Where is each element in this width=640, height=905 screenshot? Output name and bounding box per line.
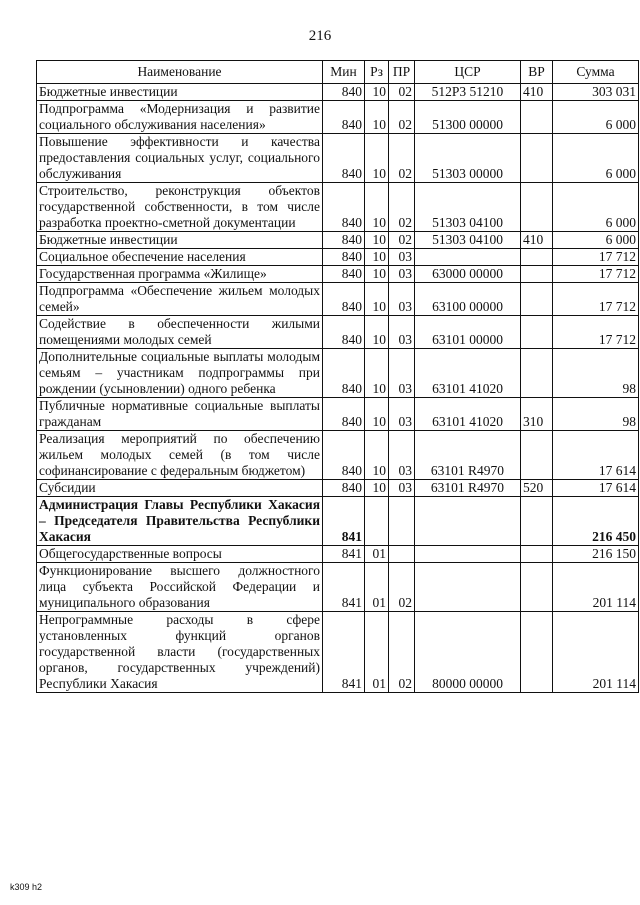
- cell-pr: 03: [389, 480, 415, 497]
- header-sum: Сумма: [553, 61, 639, 84]
- table-body: [37, 84, 639, 693]
- table-row: [37, 101, 639, 134]
- table-row: [37, 497, 639, 546]
- cell-pr: 02: [389, 84, 415, 101]
- cell-rz: 10: [365, 183, 389, 232]
- cell-sum: 98: [553, 398, 639, 431]
- cell-name: Строительство, реконструкция объектов государственной собственности, в том числе разработка проектно-сметной документации: [37, 183, 323, 232]
- cell-pr: 02: [389, 612, 415, 693]
- cell-min: 840: [323, 101, 365, 134]
- cell-rz: 10: [365, 283, 389, 316]
- cell-rz: 10: [365, 431, 389, 480]
- cell-sum: 201 114: [553, 563, 639, 612]
- table-row: [37, 134, 639, 183]
- cell-sum: 6 000: [553, 232, 639, 249]
- cell-csr: 51300 00000: [415, 101, 521, 134]
- cell-name: Подпрограмма «Модернизация и развитие социального обслуживания населения»: [37, 101, 323, 134]
- cell-vr: 310: [521, 398, 553, 431]
- cell-csr: 63101 00000: [415, 316, 521, 349]
- cell-csr: 63100 00000: [415, 283, 521, 316]
- cell-csr: 63101 41020: [415, 398, 521, 431]
- cell-name: Социальное обеспечение населения: [37, 249, 323, 266]
- table-row: [37, 183, 639, 232]
- cell-rz: 10: [365, 84, 389, 101]
- cell-min: 841: [323, 546, 365, 563]
- table-row: [37, 612, 639, 693]
- cell-rz: [365, 497, 389, 546]
- cell-pr: 02: [389, 183, 415, 232]
- cell-pr: [389, 497, 415, 546]
- cell-min: 840: [323, 316, 365, 349]
- cell-min: 840: [323, 183, 365, 232]
- cell-sum: 6 000: [553, 134, 639, 183]
- cell-name: Администрация Главы Республики Хакасия – Председателя Правительства Республики Хакасия: [37, 497, 323, 546]
- cell-pr: 02: [389, 101, 415, 134]
- cell-min: 840: [323, 249, 365, 266]
- cell-min: 840: [323, 349, 365, 398]
- cell-csr: 512Р3 51210: [415, 84, 521, 101]
- cell-rz: 10: [365, 480, 389, 497]
- cell-rz: 10: [365, 101, 389, 134]
- header-min: Мин: [323, 61, 365, 84]
- cell-min: 840: [323, 480, 365, 497]
- footer-code: k309 h2: [10, 882, 43, 892]
- cell-pr: 03: [389, 249, 415, 266]
- cell-name: Функционирование высшего должностного лица субъекта Российской Федерации и муниципального образования: [37, 563, 323, 612]
- cell-vr: [521, 612, 553, 693]
- table-row: [37, 266, 639, 283]
- cell-sum: 17 614: [553, 431, 639, 480]
- cell-min: 840: [323, 431, 365, 480]
- cell-pr: 03: [389, 316, 415, 349]
- cell-vr: [521, 134, 553, 183]
- cell-sum: 201 114: [553, 612, 639, 693]
- cell-pr: 03: [389, 398, 415, 431]
- cell-csr: [415, 249, 521, 266]
- cell-csr: 80000 00000: [415, 612, 521, 693]
- table-row: [37, 431, 639, 480]
- cell-vr: [521, 316, 553, 349]
- cell-pr: 03: [389, 283, 415, 316]
- cell-sum: 216 450: [553, 497, 639, 546]
- cell-vr: [521, 183, 553, 232]
- cell-name: Общегосударственные вопросы: [37, 546, 323, 563]
- page-number: 216: [308, 28, 332, 44]
- cell-csr: [415, 546, 521, 563]
- cell-csr: 63101 R4970: [415, 480, 521, 497]
- table-row: [37, 249, 639, 266]
- cell-vr: [521, 546, 553, 563]
- cell-vr: 520: [521, 480, 553, 497]
- cell-vr: [521, 563, 553, 612]
- cell-min: 841: [323, 612, 365, 693]
- cell-rz: 01: [365, 612, 389, 693]
- cell-min: 840: [323, 134, 365, 183]
- cell-csr: 63101 R4970: [415, 431, 521, 480]
- header-vr: ВР: [521, 61, 553, 84]
- cell-pr: 02: [389, 134, 415, 183]
- cell-min: 840: [323, 232, 365, 249]
- cell-csr: 51303 04100: [415, 232, 521, 249]
- table-row: [37, 349, 639, 398]
- table-row: [37, 283, 639, 316]
- cell-csr: [415, 497, 521, 546]
- cell-rz: 10: [365, 398, 389, 431]
- cell-min: 840: [323, 283, 365, 316]
- cell-name: Реализация мероприятий по обеспечению жильем молодых семей (в том числе софинансирование с федеральным бюджетом): [37, 431, 323, 480]
- cell-name: Повышение эффективности и качества предоставления социальных услуг, социального обслуживания: [37, 134, 323, 183]
- table-row: [37, 84, 639, 101]
- cell-min: 841: [323, 563, 365, 612]
- header-csr: ЦСР: [415, 61, 521, 84]
- cell-vr: [521, 349, 553, 398]
- cell-sum: 303 031: [553, 84, 639, 101]
- cell-pr: 02: [389, 232, 415, 249]
- cell-name: Подпрограмма «Обеспечение жильем молодых семей»: [37, 283, 323, 316]
- cell-sum: 17 712: [553, 266, 639, 283]
- table-row: [37, 563, 639, 612]
- cell-vr: [521, 497, 553, 546]
- header-name: Наименование: [37, 61, 323, 84]
- table-row: [37, 398, 639, 431]
- cell-vr: [521, 431, 553, 480]
- table-row: [37, 232, 639, 249]
- cell-name: Бюджетные инвестиции: [37, 84, 323, 101]
- cell-vr: [521, 266, 553, 283]
- cell-rz: 10: [365, 232, 389, 249]
- cell-rz: 01: [365, 563, 389, 612]
- table-row: [37, 480, 639, 497]
- cell-min: 840: [323, 398, 365, 431]
- cell-sum: 17 712: [553, 249, 639, 266]
- cell-name: Публичные нормативные социальные выплаты гражданам: [37, 398, 323, 431]
- cell-name: Дополнительные социальные выплаты молодым семьям – участникам подпрограммы при рождении (усыновлении) одного ребенка: [37, 349, 323, 398]
- cell-rz: 10: [365, 316, 389, 349]
- cell-sum: 216 150: [553, 546, 639, 563]
- cell-csr: 51303 00000: [415, 134, 521, 183]
- header-pr: ПР: [389, 61, 415, 84]
- cell-rz: 10: [365, 249, 389, 266]
- cell-csr: [415, 563, 521, 612]
- cell-vr: 410: [521, 84, 553, 101]
- cell-sum: 6 000: [553, 183, 639, 232]
- cell-rz: 10: [365, 266, 389, 283]
- cell-pr: 03: [389, 431, 415, 480]
- header-row: [37, 61, 639, 84]
- cell-sum: 6 000: [553, 101, 639, 134]
- cell-rz: 10: [365, 134, 389, 183]
- table-row: [37, 316, 639, 349]
- table-header: [37, 61, 639, 84]
- cell-csr: 51303 04100: [415, 183, 521, 232]
- cell-vr: 410: [521, 232, 553, 249]
- cell-sum: 17 712: [553, 283, 639, 316]
- cell-csr: 63101 41020: [415, 349, 521, 398]
- cell-pr: 03: [389, 266, 415, 283]
- cell-sum: 17 712: [553, 316, 639, 349]
- cell-rz: 10: [365, 349, 389, 398]
- cell-vr: [521, 249, 553, 266]
- table-row: [37, 546, 639, 563]
- cell-pr: 03: [389, 349, 415, 398]
- cell-min: 840: [323, 266, 365, 283]
- budget-table: [36, 60, 639, 693]
- cell-vr: [521, 283, 553, 316]
- cell-sum: 98: [553, 349, 639, 398]
- cell-pr: 02: [389, 563, 415, 612]
- cell-name: Государственная программа «Жилище»: [37, 266, 323, 283]
- cell-rz: 01: [365, 546, 389, 563]
- cell-name: Бюджетные инвестиции: [37, 232, 323, 249]
- cell-name: Субсидии: [37, 480, 323, 497]
- cell-name: Непрограммные расходы в сфере установленных функций органов государственной власти (государственных органов, государственных учреждений) Республики Хакасия: [37, 612, 323, 693]
- header-rz: Рз: [365, 61, 389, 84]
- cell-name: Содействие в обеспеченности жилыми помещениями молодых семей: [37, 316, 323, 349]
- cell-vr: [521, 101, 553, 134]
- cell-min: 841: [323, 497, 365, 546]
- cell-min: 840: [323, 84, 365, 101]
- cell-csr: 63000 00000: [415, 266, 521, 283]
- cell-sum: 17 614: [553, 480, 639, 497]
- cell-pr: [389, 546, 415, 563]
